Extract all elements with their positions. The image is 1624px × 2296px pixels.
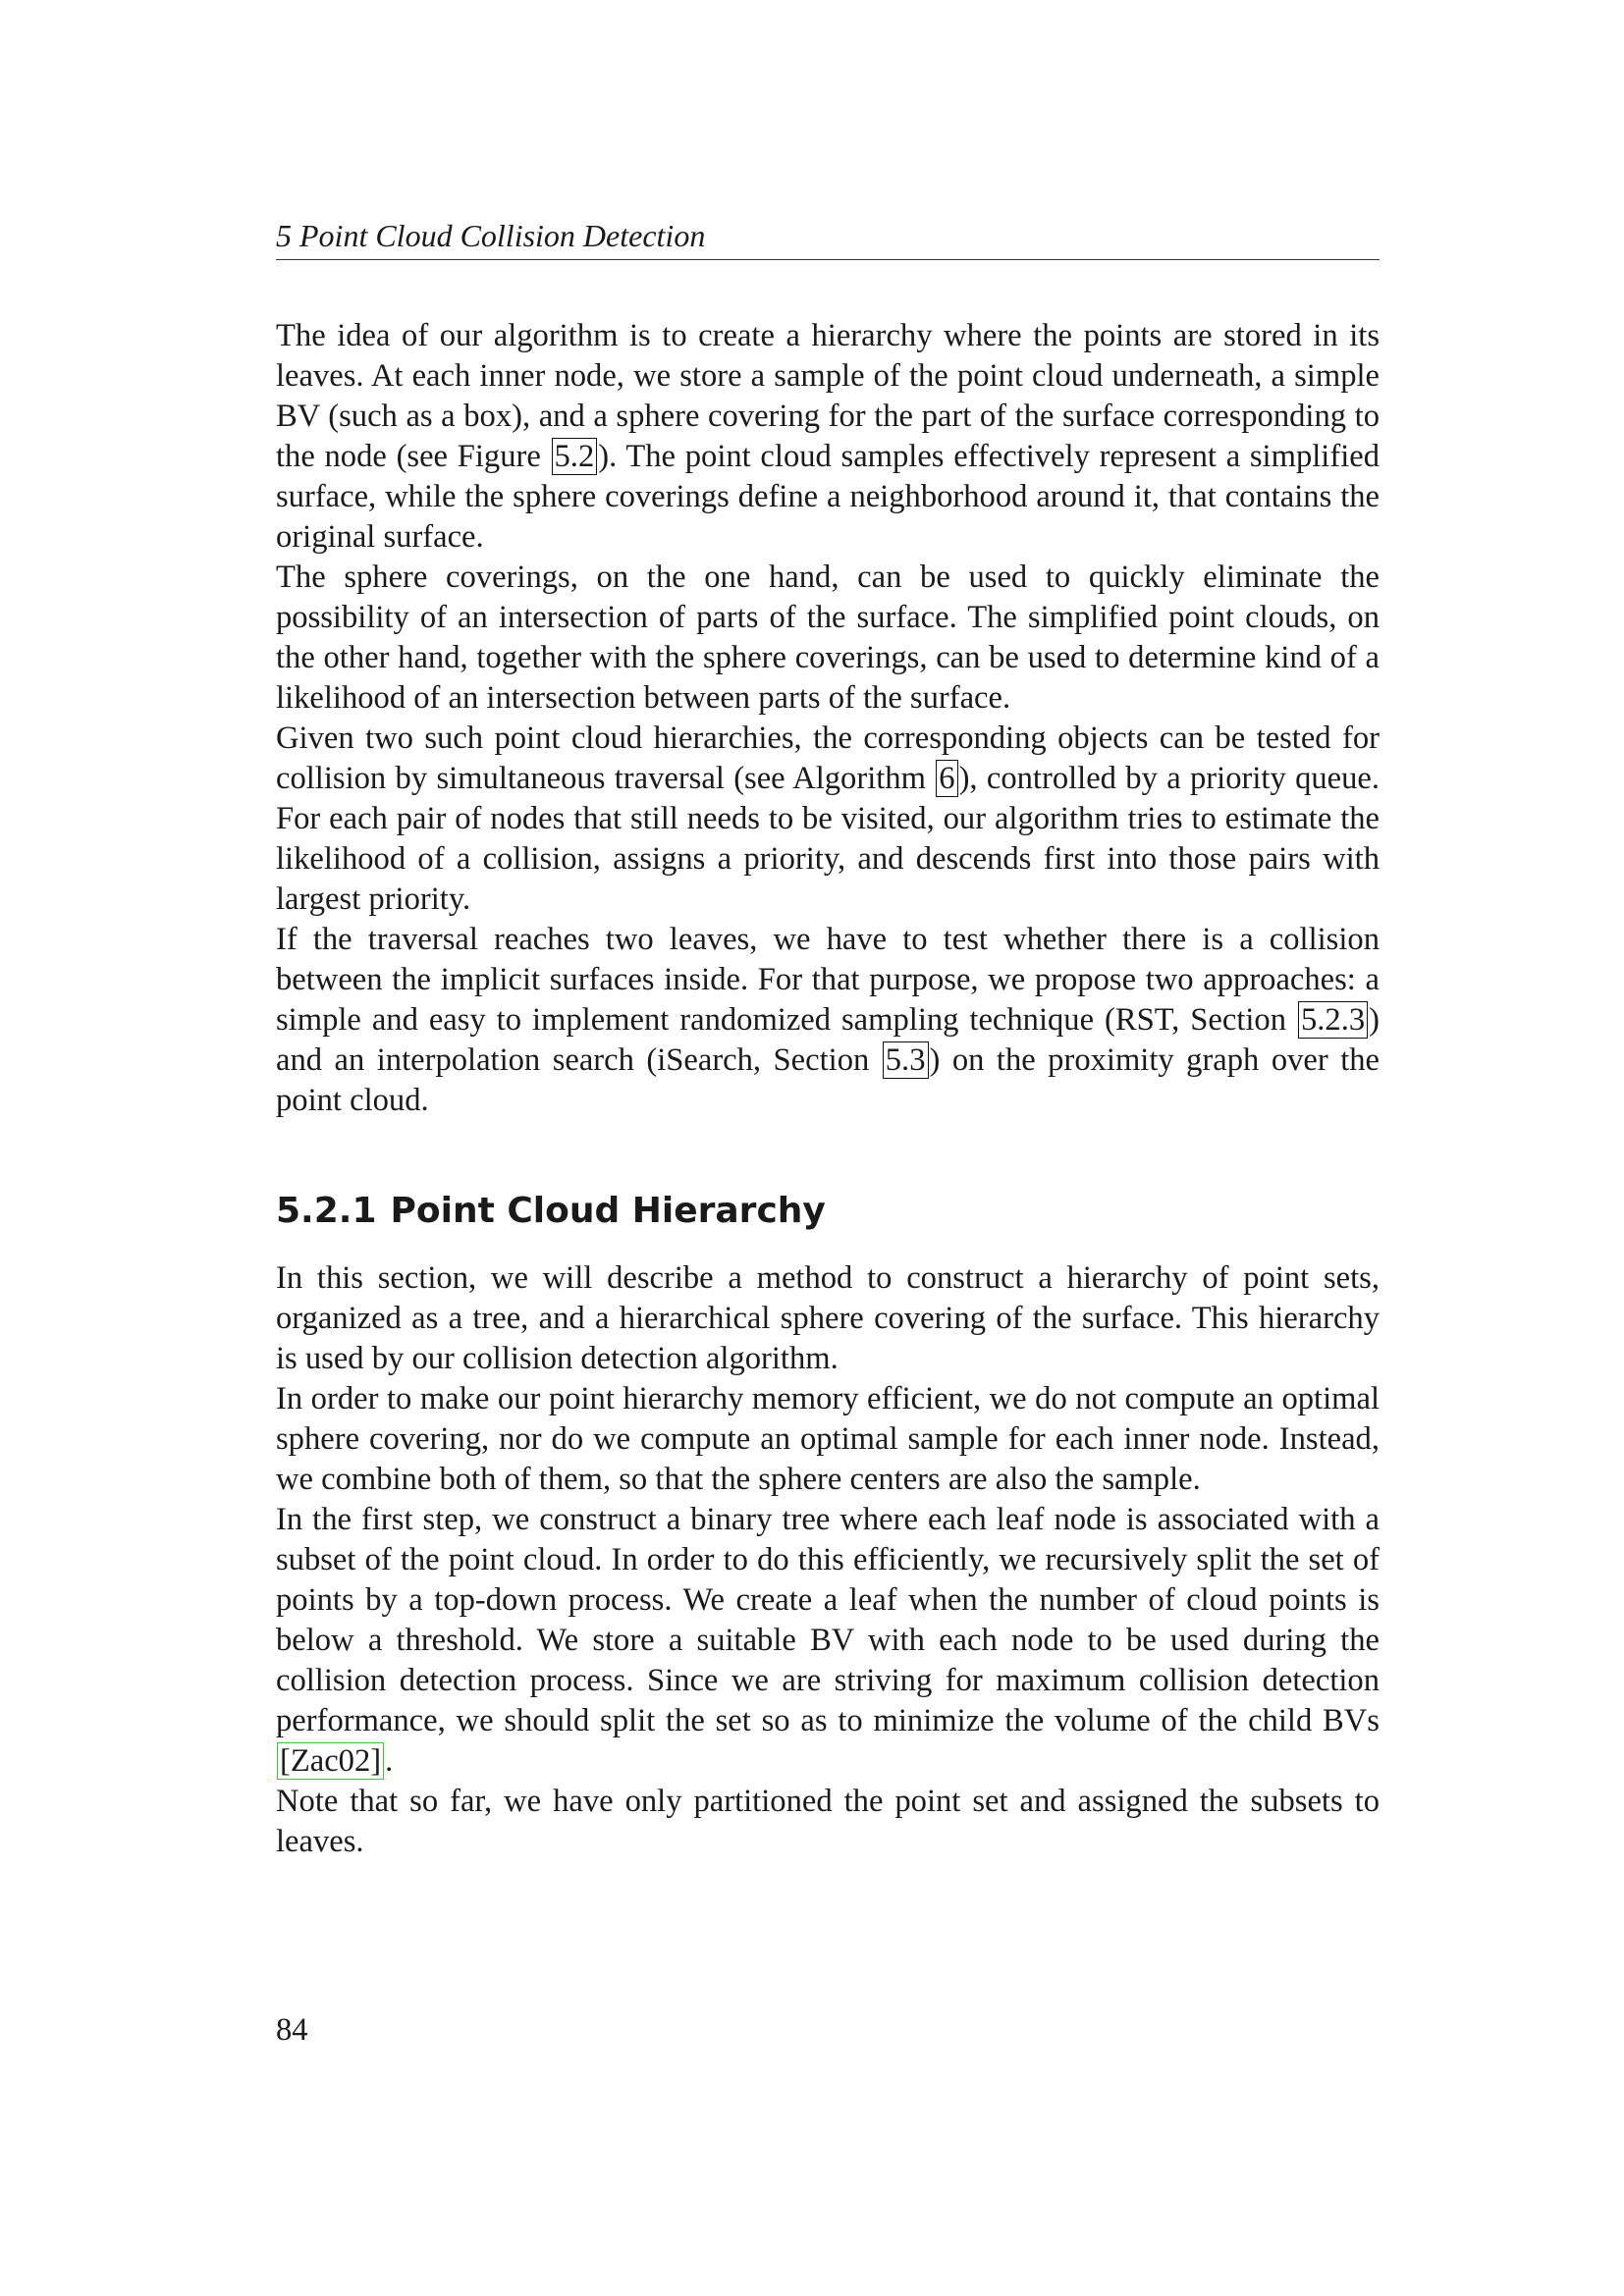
paragraph-text: ) on the proximity graph over the point cloud.	[276, 1042, 1380, 1118]
section-paragraph-2: In order to make our point hierarchy memory efficient, we do not compute an optimal sphere covering, nor do we compute an optimal sample for each inner node. Instead, we combine both of them, so that the sphere centers are also the sample.	[276, 1381, 1380, 1497]
algorithm-reference-link[interactable]: 6	[936, 760, 957, 797]
paragraph-text: The idea of our algorithm is to create a hierarchy where the points are stored in its leaves. At each inner node, we store a sample of the point cloud underneath, a simple BV (such as a box), and a sphere covering for the part of the surface corresponding to the node (see Figure	[276, 318, 1380, 474]
intro-paragraph-3	[276, 719, 1380, 920]
section-number: 5.2.1	[276, 1191, 377, 1231]
paragraph-text: In the first step, we construct a binary tree where each leaf node is associated with a subset of the point cloud. In order to do this efficiently, we recursively split the set of points by a top-down process. We create a leaf when the number of cloud points is below a threshold. We store a suitable BV with each node to be used during the collision detection process. Since we are striving for maximum collision detection performance, we should split the set so as to minimize the volume of the child BVs	[276, 1502, 1380, 1738]
paragraph-text: Given two such point cloud hierarchies, the corresponding objects can be tested for collision by simultaneous traversal (see Algorithm	[276, 721, 1380, 796]
citation-link[interactable]: [Zac02]	[277, 1742, 384, 1780]
section-paragraph-4: Note that so far, we have only partitioned the point set and assigned the subsets to leaves.	[276, 1784, 1380, 1859]
paragraph-text: ). The point cloud samples effectively represent a simplified surface, while the sphere coverings define a neighborhood around it, that contains the original surface.	[276, 439, 1380, 555]
paragraph-text: ), controlled by a priority queue. For each pair of nodes that still needs to be visited, our algorithm tries to estimate the likelihood of a collision, assigns a priority, and descends first into those pairs with largest priority.	[276, 761, 1380, 917]
page-number: 84	[276, 2012, 308, 2048]
figure-reference-link[interactable]: 5.2	[552, 438, 598, 475]
intro-paragraph-2: The sphere coverings, on the one hand, can be used to quickly eliminate the possibility of an intersection of parts of the surface. The simplified point clouds, on the other hand, together with the sphere coverings, can be used to determine kind of a likelihood of an intersection between parts of the surface.	[276, 560, 1380, 716]
section-reference-link-isearch[interactable]: 5.3	[883, 1041, 929, 1079]
paragraph-text: ) and an interpolation search (iSearch, Section	[276, 1002, 1380, 1078]
paragraph-text: If the traversal reaches two leaves, we have to test whether there is a collision between the implicit surfaces inside. For that purpose, we propose two approaches: a simple and easy to implement randomized sampling technique (RST, Section	[276, 922, 1380, 1038]
paragraph-text: .	[385, 1743, 394, 1779]
running-header: 5 Point Cloud Collision Detection	[276, 216, 1380, 260]
section-paragraph-3	[276, 1500, 1380, 1782]
section-text-block	[276, 1258, 1380, 1862]
intro-paragraph-4	[276, 920, 1380, 1121]
section-paragraph-1: In this section, we will describe a method to construct a hierarchy of point sets, organized as a tree, and a hierarchical sphere covering of the surface. This hierarchy is used by our collision detection algorithm.	[276, 1260, 1380, 1376]
intro-paragraph-1	[276, 316, 1380, 558]
section-heading	[276, 1190, 1380, 1233]
section-title: Point Cloud Hierarchy	[390, 1191, 826, 1231]
intro-text-block	[276, 316, 1380, 1121]
section-reference-link-rst[interactable]: 5.2.3	[1298, 1001, 1368, 1039]
